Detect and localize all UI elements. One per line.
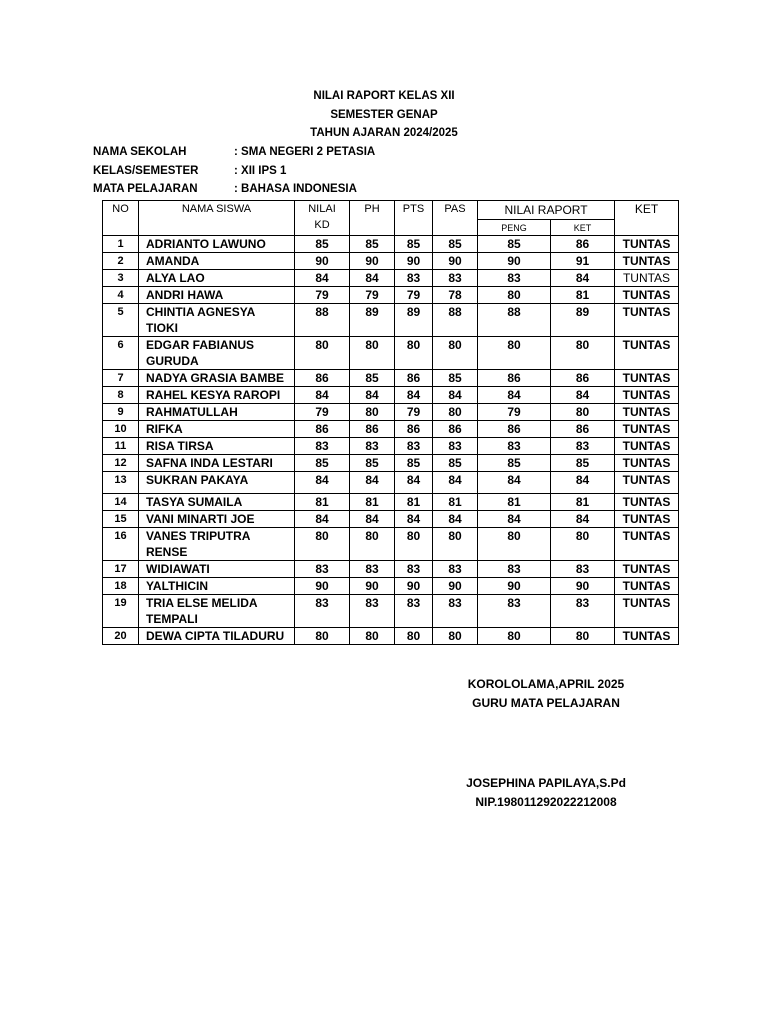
student-name: VANI MINARTI JOE	[146, 512, 255, 526]
cell-pas: 81	[433, 494, 478, 511]
cell-no: 14	[103, 494, 139, 511]
cell-ph: 83	[350, 561, 395, 578]
cell-nama	[139, 370, 295, 387]
cell-peng: 80	[478, 337, 551, 370]
cell-ket: TUNTAS	[615, 595, 679, 628]
table-row	[103, 421, 679, 438]
table-row	[103, 494, 679, 511]
cell-ph: 80	[350, 337, 395, 370]
cell-nama	[139, 253, 295, 270]
cell-nama	[139, 511, 295, 528]
cell-ph: 89	[350, 304, 395, 337]
class-semester-value: : XII IPS 1	[234, 164, 287, 177]
cell-nama	[139, 270, 295, 287]
table-row	[103, 404, 679, 421]
cell-ket: TUNTAS	[615, 578, 679, 595]
cell-nama	[139, 595, 295, 628]
school-name-label: NAMA SEKOLAH	[93, 146, 187, 158]
cell-ket: TUNTAS	[615, 304, 679, 337]
student-name: WIDIAWATI	[146, 562, 210, 576]
score-table	[102, 200, 679, 645]
student-name: RAHMATULLAH	[146, 405, 238, 419]
cell-peng: 83	[478, 561, 551, 578]
report-info	[93, 143, 375, 199]
table-row	[103, 304, 679, 337]
cell-raport-ket: 84	[551, 270, 615, 287]
cell-pas: 84	[433, 511, 478, 528]
cell-ket: TUNTAS	[615, 472, 679, 494]
cell-ph: 84	[350, 472, 395, 494]
cell-raport-ket: 81	[551, 287, 615, 304]
cell-pas: 83	[433, 270, 478, 287]
cell-raport-ket: 89	[551, 304, 615, 337]
table-header	[103, 201, 679, 236]
student-name: RAHEL KESYA RAROPI	[146, 388, 281, 402]
cell-nama	[139, 628, 295, 645]
cell-peng: 90	[478, 253, 551, 270]
cell-peng: 84	[478, 387, 551, 404]
cell-ph: 85	[350, 455, 395, 472]
cell-nilai-kd: 79	[295, 404, 350, 421]
cell-pas: 84	[433, 387, 478, 404]
table-row	[103, 561, 679, 578]
cell-ket: TUNTAS	[615, 404, 679, 421]
cell-no: 11	[103, 438, 139, 455]
cell-pas: 85	[433, 455, 478, 472]
cell-nama	[139, 494, 295, 511]
cell-nilai-kd: 88	[295, 304, 350, 337]
table-row	[103, 370, 679, 387]
signature-role: GURU MATA PELAJARAN	[472, 695, 620, 710]
cell-pas: 83	[433, 595, 478, 628]
cell-no: 9	[103, 404, 139, 421]
cell-ph: 83	[350, 595, 395, 628]
cell-ket: TUNTAS	[615, 421, 679, 438]
cell-nilai-kd: 83	[295, 561, 350, 578]
cell-no: 16	[103, 528, 139, 561]
student-name: SUKRAN PAKAYA	[146, 473, 249, 487]
cell-nilai-kd: 84	[295, 472, 350, 494]
cell-no: 1	[103, 236, 139, 253]
cell-raport-ket: 80	[551, 528, 615, 561]
cell-nama	[139, 438, 295, 455]
teacher-nip: NIP.198011292022212008	[475, 794, 617, 809]
cell-pts: 79	[395, 287, 433, 304]
student-name: ALYA LAO	[146, 271, 205, 285]
table-row	[103, 438, 679, 455]
cell-no: 6	[103, 337, 139, 370]
teacher-name: JOSEPHINA PAPILAYA,S.Pd	[466, 776, 626, 790]
header-no: NO	[103, 201, 139, 236]
cell-raport-ket: 90	[551, 578, 615, 595]
cell-raport-ket: 84	[551, 511, 615, 528]
cell-peng: 86	[478, 370, 551, 387]
header-pts: PTS	[395, 201, 433, 236]
cell-nilai-kd: 86	[295, 370, 350, 387]
cell-pts: 79	[395, 404, 433, 421]
cell-raport-ket: 80	[551, 404, 615, 421]
cell-nama	[139, 304, 295, 337]
cell-pts: 80	[395, 628, 433, 645]
header-raport-ket: KET	[551, 220, 615, 236]
cell-pts: 83	[395, 270, 433, 287]
cell-nilai-kd: 90	[295, 253, 350, 270]
header-pas: PAS	[433, 201, 478, 236]
cell-pts: 84	[395, 472, 433, 494]
cell-ph: 86	[350, 421, 395, 438]
cell-peng: 88	[478, 304, 551, 337]
cell-pas: 84	[433, 472, 478, 494]
cell-ket: TUNTAS	[615, 337, 679, 370]
signature-footer	[446, 774, 646, 811]
cell-no: 15	[103, 511, 139, 528]
cell-raport-ket: 83	[551, 561, 615, 578]
cell-no: 8	[103, 387, 139, 404]
semester-line: SEMESTER GENAP	[330, 108, 438, 121]
cell-peng: 80	[478, 287, 551, 304]
cell-ph: 90	[350, 253, 395, 270]
cell-ph: 80	[350, 628, 395, 645]
header-nama-siswa: NAMA SISWA	[139, 201, 295, 236]
cell-pts: 86	[395, 421, 433, 438]
student-name: NADYA GRASIA BAMBE	[146, 371, 285, 385]
signature-place-date: KOROLOLAMA,APRIL 2025	[467, 677, 625, 691]
cell-peng: 86	[478, 421, 551, 438]
student-name: VANES TRIPUTRA RENSE	[146, 529, 251, 559]
cell-pts: 80	[395, 337, 433, 370]
student-name: TRIA ELSE MELIDA TEMPALI	[146, 596, 258, 626]
cell-no: 5	[103, 304, 139, 337]
cell-pts: 90	[395, 253, 433, 270]
cell-raport-ket: 86	[551, 421, 615, 438]
score-rows	[103, 236, 679, 645]
cell-raport-ket: 85	[551, 455, 615, 472]
cell-ph: 79	[350, 287, 395, 304]
cell-ket: TUNTAS	[615, 561, 679, 578]
cell-nilai-kd: 80	[295, 337, 350, 370]
cell-no: 18	[103, 578, 139, 595]
cell-no: 13	[103, 472, 139, 494]
cell-ph: 90	[350, 578, 395, 595]
cell-peng: 84	[478, 472, 551, 494]
cell-pas: 80	[433, 528, 478, 561]
cell-ph: 80	[350, 404, 395, 421]
cell-ket: TUNTAS	[615, 253, 679, 270]
table-row	[103, 595, 679, 628]
cell-nama	[139, 387, 295, 404]
cell-ph: 81	[350, 494, 395, 511]
cell-no: 12	[103, 455, 139, 472]
cell-pas: 80	[433, 337, 478, 370]
cell-no: 10	[103, 421, 139, 438]
table-row	[103, 578, 679, 595]
cell-nilai-kd: 85	[295, 455, 350, 472]
cell-ket: TUNTAS	[615, 628, 679, 645]
cell-pts: 80	[395, 528, 433, 561]
cell-pas: 83	[433, 561, 478, 578]
cell-raport-ket: 80	[551, 628, 615, 645]
cell-pas: 90	[433, 578, 478, 595]
student-name: ADRIANTO LAWUNO	[146, 237, 266, 251]
cell-raport-ket: 84	[551, 387, 615, 404]
cell-nama	[139, 472, 295, 494]
cell-pas: 78	[433, 287, 478, 304]
cell-nama	[139, 287, 295, 304]
table-row	[103, 253, 679, 270]
cell-ket: TUNTAS	[615, 511, 679, 528]
cell-ket: TUNTAS	[615, 287, 679, 304]
cell-pas: 80	[433, 404, 478, 421]
cell-pas: 83	[433, 438, 478, 455]
report-title-block	[0, 87, 768, 143]
student-name: RISA TIRSA	[146, 439, 214, 453]
cell-pts: 85	[395, 455, 433, 472]
cell-peng: 85	[478, 236, 551, 253]
cell-nama	[139, 421, 295, 438]
cell-pas: 85	[433, 236, 478, 253]
student-name: ANDRI HAWA	[146, 288, 224, 302]
cell-nilai-kd: 85	[295, 236, 350, 253]
cell-ket: TUNTAS	[615, 494, 679, 511]
header-nilai-kd-label: NILAI KD	[308, 203, 336, 231]
cell-peng: 84	[478, 511, 551, 528]
cell-pas: 88	[433, 304, 478, 337]
cell-nilai-kd: 86	[295, 421, 350, 438]
cell-ket: TUNTAS	[615, 236, 679, 253]
cell-pts: 84	[395, 387, 433, 404]
cell-peng: 79	[478, 404, 551, 421]
header-ph: PH	[350, 201, 395, 236]
cell-nilai-kd: 90	[295, 578, 350, 595]
cell-nilai-kd: 84	[295, 270, 350, 287]
report-title: NILAI RAPORT KELAS XII	[313, 90, 455, 102]
cell-raport-ket: 81	[551, 494, 615, 511]
table-row	[103, 236, 679, 253]
cell-nama	[139, 236, 295, 253]
cell-no: 2	[103, 253, 139, 270]
table-row	[103, 628, 679, 645]
table-row	[103, 337, 679, 370]
cell-peng: 80	[478, 628, 551, 645]
cell-pas: 86	[433, 421, 478, 438]
table-row	[103, 270, 679, 287]
cell-pas: 85	[433, 370, 478, 387]
student-name: RIFKA	[146, 422, 183, 436]
table-row	[103, 472, 679, 494]
student-name: EDGAR FABIANUS GURUDA	[146, 338, 255, 368]
cell-nilai-kd: 83	[295, 438, 350, 455]
table-row	[103, 287, 679, 304]
subject-label: MATA PELAJARAN	[93, 183, 198, 196]
cell-ph: 80	[350, 528, 395, 561]
cell-raport-ket: 86	[551, 236, 615, 253]
school-name-value: : SMA NEGERI 2 PETASIA	[234, 146, 376, 158]
academic-year-line: TAHUN AJARAN 2024/2025	[310, 127, 458, 139]
cell-peng: 83	[478, 595, 551, 628]
cell-nilai-kd: 83	[295, 595, 350, 628]
cell-pts: 83	[395, 438, 433, 455]
cell-pts: 83	[395, 595, 433, 628]
header-ket: KET	[615, 201, 679, 236]
cell-no: 3	[103, 270, 139, 287]
cell-pas: 90	[433, 253, 478, 270]
cell-ket: TUNTAS	[615, 438, 679, 455]
cell-nilai-kd: 80	[295, 528, 350, 561]
cell-nama	[139, 578, 295, 595]
cell-nilai-kd: 84	[295, 387, 350, 404]
cell-raport-ket: 80	[551, 337, 615, 370]
cell-nama	[139, 455, 295, 472]
cell-peng: 81	[478, 494, 551, 511]
cell-no: 19	[103, 595, 139, 628]
student-name: TASYA SUMAILA	[146, 495, 243, 509]
class-semester-label: KELAS/SEMESTER	[93, 164, 199, 177]
table-row	[103, 387, 679, 404]
cell-ket: TUNTAS	[615, 387, 679, 404]
cell-peng: 80	[478, 528, 551, 561]
subject-value: : BAHASA INDONESIA	[234, 183, 357, 196]
school-name-row	[93, 143, 375, 162]
table-row	[103, 455, 679, 472]
cell-nilai-kd: 80	[295, 628, 350, 645]
subject-row	[93, 180, 375, 199]
cell-no: 17	[103, 561, 139, 578]
cell-no: 7	[103, 370, 139, 387]
cell-nama	[139, 528, 295, 561]
cell-ph: 84	[350, 511, 395, 528]
cell-pts: 83	[395, 561, 433, 578]
cell-nama	[139, 337, 295, 370]
cell-nilai-kd: 84	[295, 511, 350, 528]
cell-ket: TUNTAS	[615, 528, 679, 561]
cell-pts: 90	[395, 578, 433, 595]
cell-raport-ket: 91	[551, 253, 615, 270]
cell-ket: TUNTAS	[615, 455, 679, 472]
cell-no: 4	[103, 287, 139, 304]
student-name: SAFNA INDA LESTARI	[146, 456, 273, 470]
student-name: AMANDA	[146, 254, 200, 268]
cell-pas: 80	[433, 628, 478, 645]
student-name: YALTHICIN	[146, 579, 209, 593]
cell-ph: 84	[350, 270, 395, 287]
cell-raport-ket: 84	[551, 472, 615, 494]
cell-pts: 86	[395, 370, 433, 387]
cell-pts: 85	[395, 236, 433, 253]
cell-peng: 85	[478, 455, 551, 472]
cell-ket: TUNTAS	[615, 370, 679, 387]
cell-nama	[139, 404, 295, 421]
cell-ph: 85	[350, 236, 395, 253]
cell-pts: 84	[395, 511, 433, 528]
cell-nilai-kd: 81	[295, 494, 350, 511]
student-name: CHINTIA AGNESYA TIOKI	[146, 305, 255, 335]
signature-header	[446, 675, 646, 712]
cell-pts: 81	[395, 494, 433, 511]
student-name: DEWA CIPTA TILADURU	[146, 629, 285, 643]
cell-nilai-kd: 79	[295, 287, 350, 304]
cell-ph: 85	[350, 370, 395, 387]
cell-ket: TUNTAS	[615, 270, 679, 287]
table-row	[103, 511, 679, 528]
cell-ph: 83	[350, 438, 395, 455]
cell-nama	[139, 561, 295, 578]
cell-pts: 89	[395, 304, 433, 337]
cell-raport-ket: 86	[551, 370, 615, 387]
cell-ph: 84	[350, 387, 395, 404]
cell-peng: 83	[478, 438, 551, 455]
cell-peng: 83	[478, 270, 551, 287]
class-semester-row	[93, 162, 375, 181]
table-row	[103, 528, 679, 561]
cell-peng: 90	[478, 578, 551, 595]
cell-no: 20	[103, 628, 139, 645]
header-nilai-kd	[295, 201, 350, 236]
cell-raport-ket: 83	[551, 438, 615, 455]
header-peng: PENG	[478, 220, 551, 236]
header-nilai-raport: NILAI RAPORT	[478, 201, 615, 220]
cell-raport-ket: 83	[551, 595, 615, 628]
